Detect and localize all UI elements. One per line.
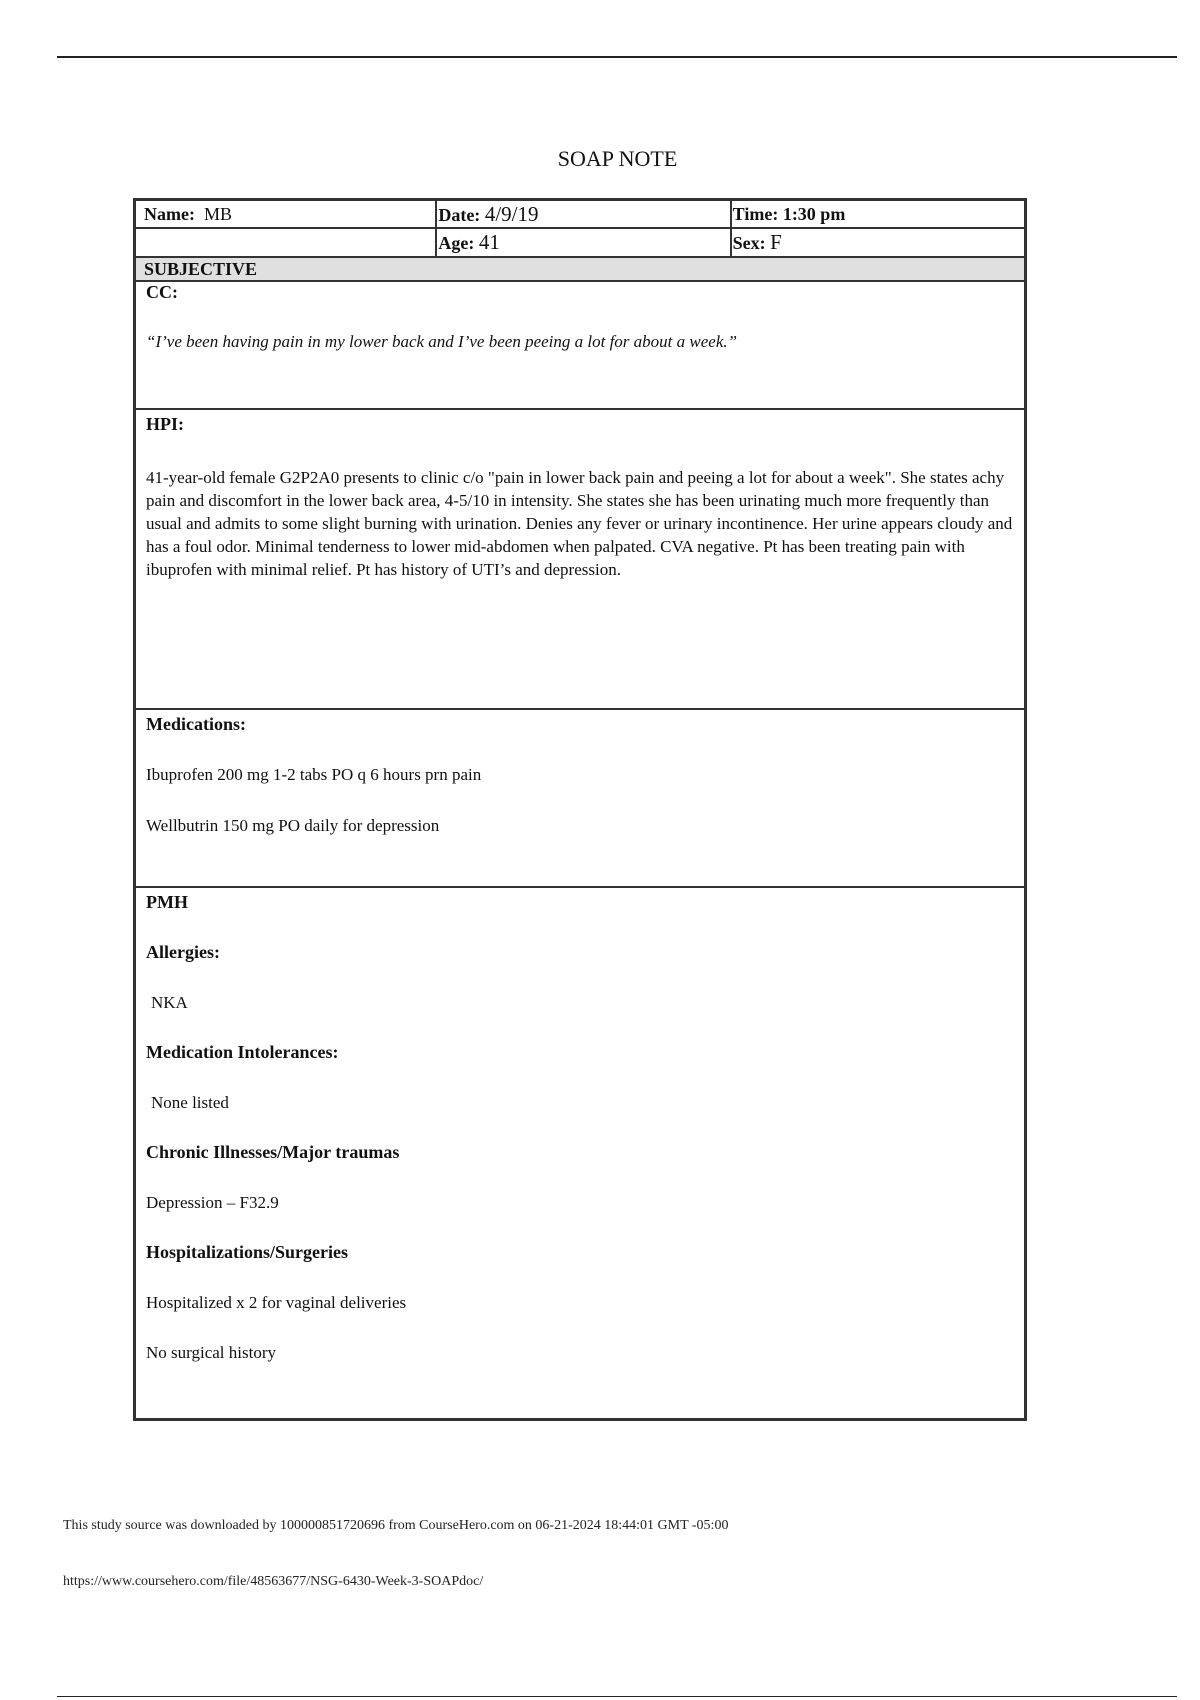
top-rule: [57, 56, 1177, 58]
chronic-illnesses-value: Depression – F32.9: [146, 1193, 279, 1212]
allergies-label: Allergies:: [146, 942, 220, 962]
cc-label: CC:: [146, 282, 178, 302]
medication-item: Wellbutrin 150 mg PO daily for depression: [146, 816, 440, 835]
age-label: Age:: [438, 233, 475, 253]
hpi-section: [136, 410, 1024, 710]
name-cell: [136, 201, 435, 227]
medications-label: Medications:: [146, 714, 246, 734]
intolerances-label: Medication Intolerances:: [146, 1042, 339, 1062]
source-footer: This study source was downloaded by 100000851720696 from CourseHero.com on 06-21-2024 18:44:01 GMT -05:00: [63, 1518, 729, 1533]
name-value: MB: [203, 204, 232, 224]
sex-cell: [730, 229, 1024, 256]
pmh-label: PMH: [146, 892, 188, 912]
hospitalizations-label: Hospitalizations/Surgeries: [146, 1242, 348, 1262]
sex-value: F: [770, 230, 782, 254]
page-title: SOAP NOTE: [557, 146, 678, 171]
allergies-value: NKA: [151, 993, 188, 1012]
surgical-history-value: No surgical history: [146, 1343, 277, 1362]
bottom-rule: [57, 1696, 1177, 1697]
chronic-illnesses-label: Chronic Illnesses/Major traumas: [146, 1142, 400, 1162]
cc-section: [136, 282, 1024, 410]
age-cell: [435, 229, 729, 256]
header-row-2: [136, 229, 1024, 258]
hpi-label: HPI:: [146, 414, 184, 434]
date-cell: [435, 201, 729, 227]
time-label: Time: 1:30 pm: [732, 204, 846, 224]
time-cell: [730, 201, 1024, 227]
empty-cell: [136, 229, 435, 256]
hpi-text: 41-year-old female G2P2A0 presents to clinic c/o "pain in lower back pain and peeing a lot for about a week". She states achy pain and discomfort in the lower back area, 4-5/10 in intensity. She states she has been urinating much more frequently than usual and admits to some slight burning with urination. Denies any fever or urinary incontinence. Her urine appears cloudy and has a foul odor. Minimal tenderness to lower mid-abdomen when palpated. CVA negative. Pt has been treating pain with ibuprofen with minimal relief. Pt has history of UTI’s and depression.: [146, 468, 1013, 579]
date-value: 4/9/19: [484, 202, 539, 226]
age-value: 41: [478, 230, 500, 254]
header-row-1: [136, 201, 1024, 229]
hospitalizations-value: Hospitalized x 2 for vaginal deliveries: [146, 1293, 407, 1312]
medications-section: [136, 710, 1024, 888]
pmh-section: [136, 888, 1024, 1418]
sex-label: Sex:: [732, 233, 766, 253]
name-label: Name:: [144, 204, 195, 224]
date-label: Date:: [438, 205, 481, 225]
subjective-header: SUBJECTIVE: [136, 258, 1024, 282]
cc-quote: “I’ve been having pain in my lower back and I’ve been peeing a lot for about a week.”: [146, 332, 738, 351]
soap-form: [133, 198, 1027, 1421]
source-url: https://www.coursehero.com/file/48563677/NSG-6430-Week-3-SOAPdoc/: [63, 1574, 484, 1589]
medication-item: Ibuprofen 200 mg 1-2 tabs PO q 6 hours prn pain: [146, 765, 482, 784]
intolerances-value: None listed: [151, 1093, 229, 1112]
